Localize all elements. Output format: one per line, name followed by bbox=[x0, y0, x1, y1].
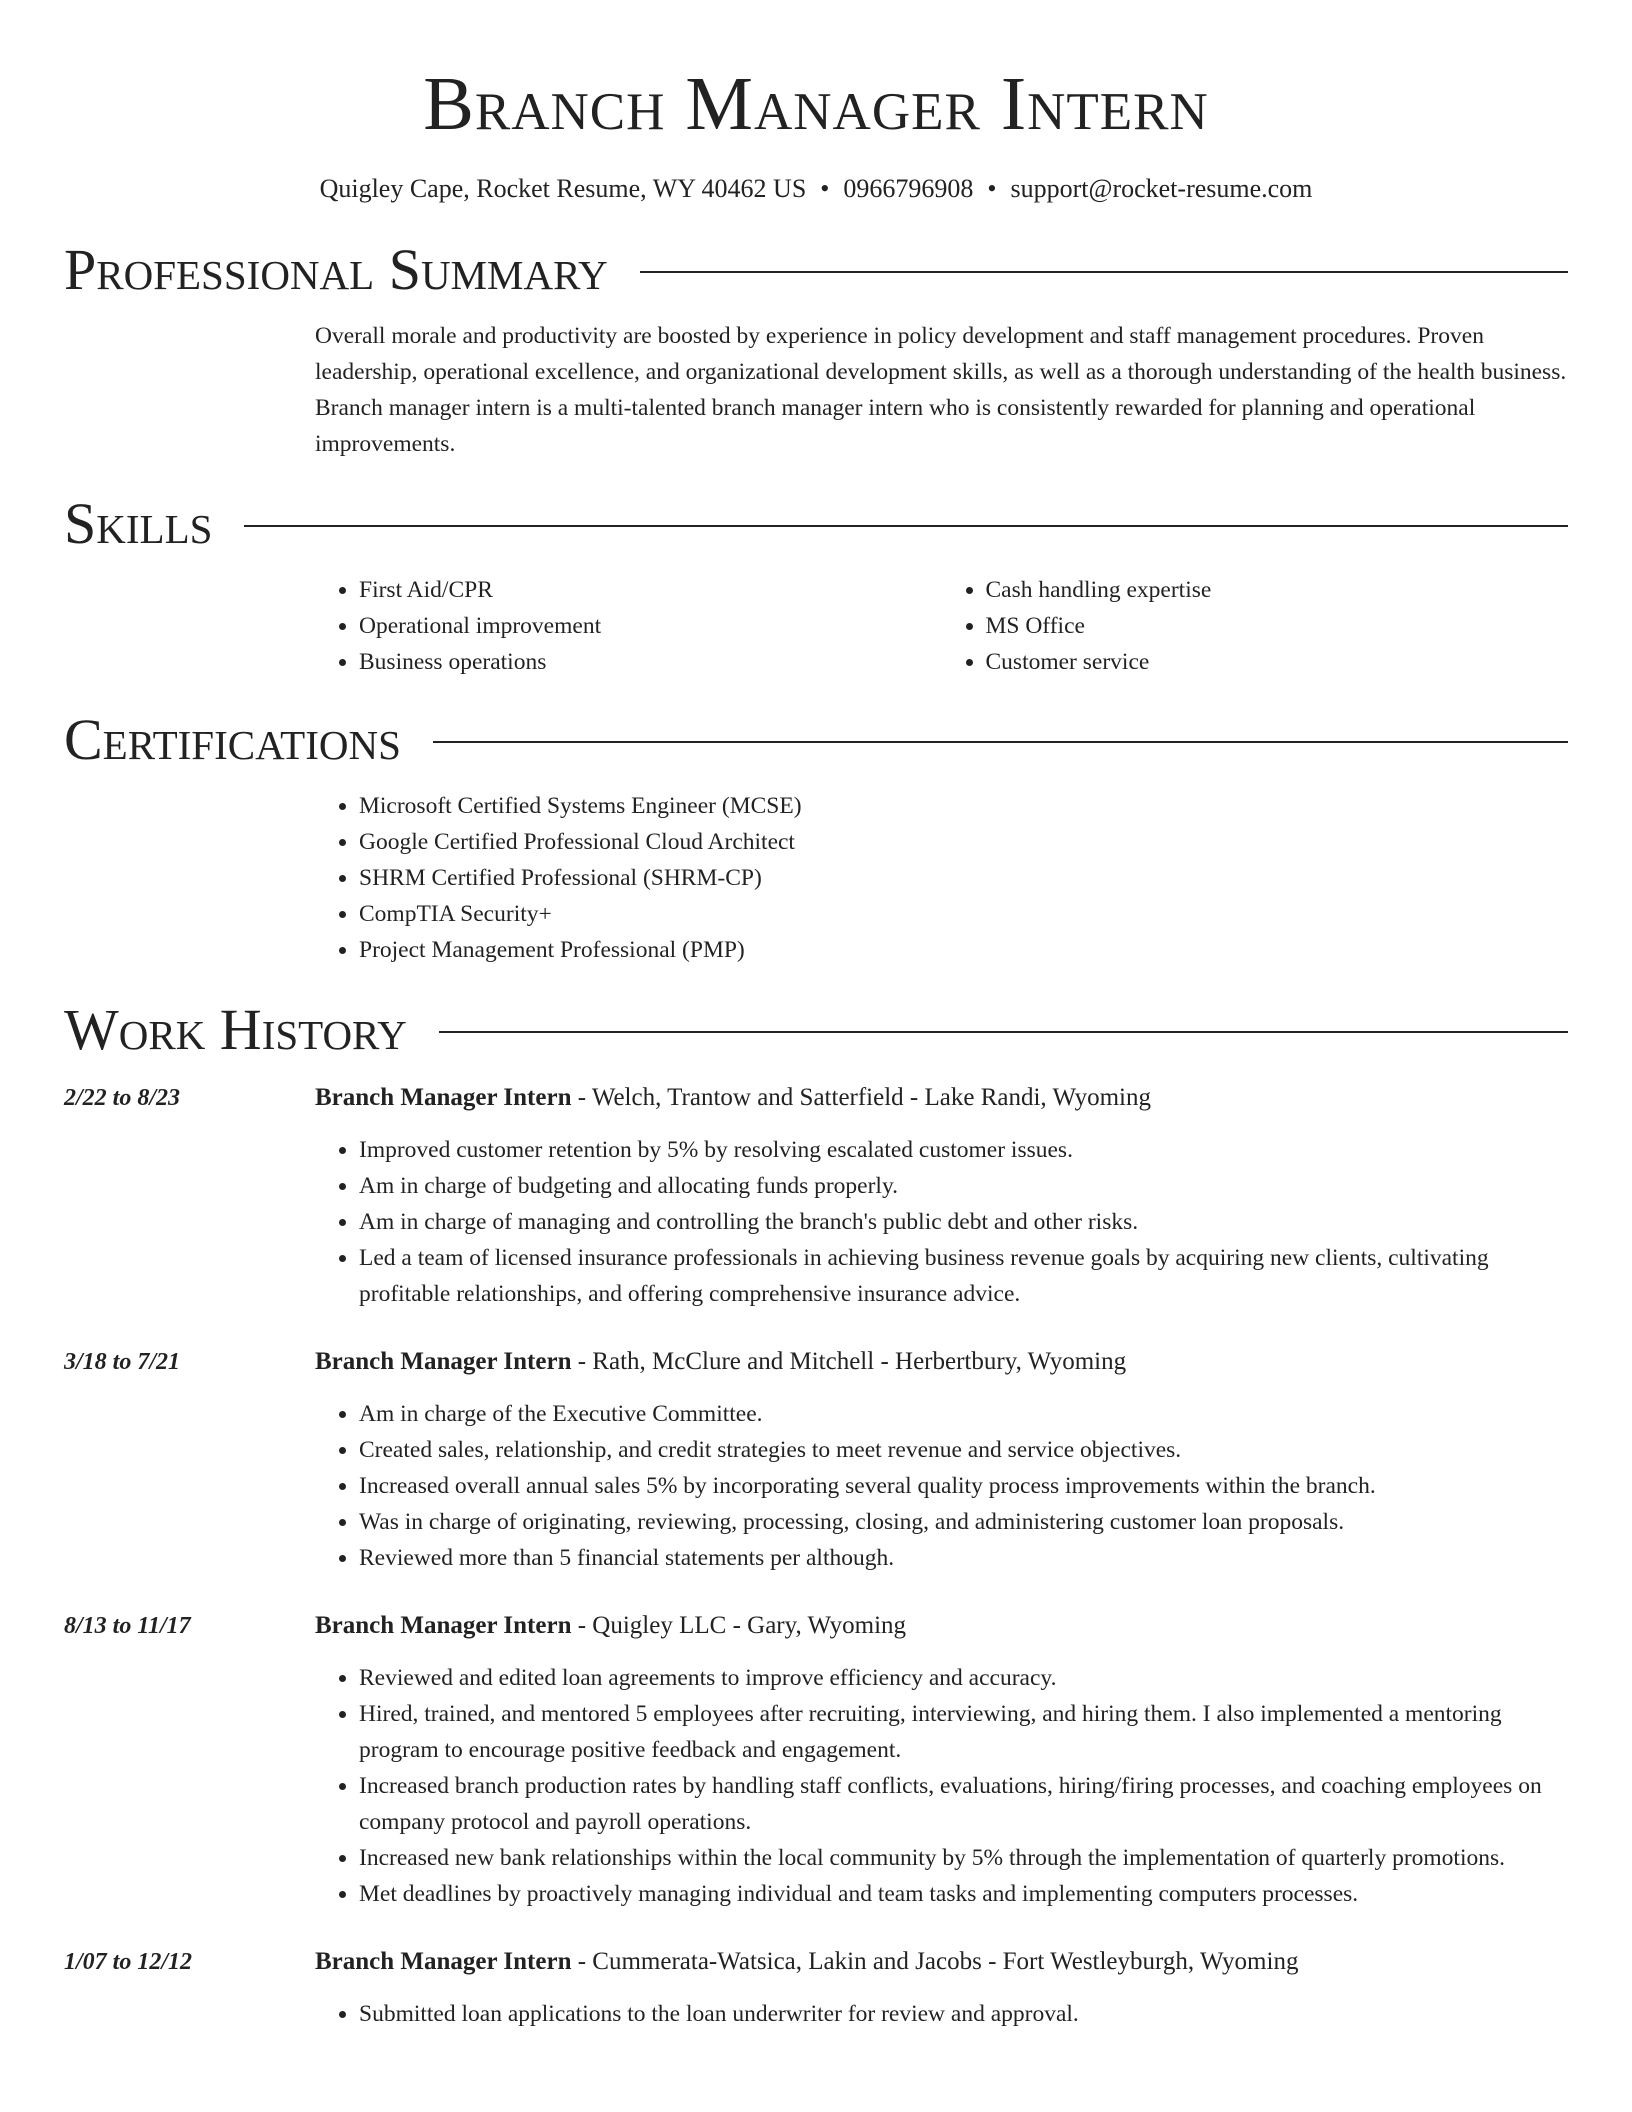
job-heading bbox=[315, 1944, 1568, 1980]
skills-list-left bbox=[315, 572, 942, 680]
job-dates: 8/13 to 11/17 bbox=[64, 1613, 191, 1639]
job-bullet: • Increased branch production rates by handling staff conflicts, evaluations, hiring/firing processes, and coaching employees on company protocol and payroll operations. bbox=[359, 1768, 1568, 1840]
job-details bbox=[315, 1608, 1568, 1912]
job-dates: 3/18 to 7/21 bbox=[64, 1349, 181, 1375]
job-details bbox=[315, 1944, 1568, 2032]
job-bullets bbox=[315, 1396, 1568, 1576]
certification-item: • Microsoft Certified Systems Engineer (MCSE) bbox=[359, 788, 1568, 824]
job-bullet: • Reviewed more than 5 financial statements per although. bbox=[359, 1540, 1568, 1576]
job-bullet: • Was in charge of originating, reviewing, processing, closing, and administering customer loan proposals. bbox=[359, 1504, 1568, 1540]
job-bullets bbox=[315, 1660, 1568, 1912]
certifications-body bbox=[315, 788, 1568, 968]
skills-body bbox=[315, 572, 1568, 680]
work-section-header bbox=[64, 996, 1568, 1064]
job-bullet: • Hired, trained, and mentored 5 employees after recruiting, interviewing, and hiring them. I also implemented a mentoring program to encourage positive feedback and engagement. bbox=[359, 1696, 1568, 1768]
job-title: Branch Manager Intern bbox=[315, 1948, 572, 1975]
job-bullet: • Reviewed and edited loan agreements to improve efficiency and accuracy. bbox=[359, 1660, 1568, 1696]
skill-item: • MS Office bbox=[986, 608, 1569, 644]
skills-section-header bbox=[64, 490, 1568, 558]
certification-item: • Project Management Professional (PMP) bbox=[359, 932, 1568, 968]
summary-body bbox=[315, 318, 1568, 462]
job-bullet: • Increased overall annual sales 5% by incorporating several quality process improvements within the branch. bbox=[359, 1468, 1568, 1504]
job-heading bbox=[315, 1608, 1568, 1644]
job-company: - Rath, McClure and Mitchell - Herbertbury, Wyoming bbox=[571, 1348, 1127, 1375]
resume-page bbox=[64, 0, 1568, 2032]
work-section-title: Work History bbox=[64, 997, 407, 1062]
skills-grid bbox=[315, 572, 1568, 680]
job-company: - Welch, Trantow and Satterfield - Lake Randi, Wyoming bbox=[571, 1084, 1151, 1111]
contact-email: support@rocket-resume.com bbox=[1010, 174, 1313, 203]
contact-phone: 0966796908 bbox=[843, 174, 974, 203]
skills-list-right bbox=[942, 572, 1569, 680]
job-bullet: • Am in charge of the Executive Committee. bbox=[359, 1396, 1568, 1432]
resume-name: Branch Manager Intern bbox=[423, 62, 1209, 146]
job-company: - Quigley LLC - Gary, Wyoming bbox=[571, 1612, 907, 1639]
certifications-section-header bbox=[64, 706, 1568, 774]
job-bullet: • Am in charge of budgeting and allocating funds properly. bbox=[359, 1168, 1568, 1204]
skill-item: • Cash handling expertise bbox=[986, 572, 1569, 608]
contact-separator: • bbox=[987, 174, 997, 203]
contact-address: Quigley Cape, Rocket Resume, WY 40462 US bbox=[319, 174, 807, 203]
job-bullet: • Improved customer retention by 5% by resolving escalated customer issues. bbox=[359, 1132, 1568, 1168]
certification-item: • CompTIA Security+ bbox=[359, 896, 1568, 932]
job-bullets bbox=[315, 1132, 1568, 1312]
summary-section-title: Professional Summary bbox=[64, 237, 608, 302]
certifications-list bbox=[315, 788, 1568, 968]
job-bullet: • Met deadlines by proactively managing individual and team tasks and implementing computers processes. bbox=[359, 1876, 1568, 1912]
skill-item: • Customer service bbox=[986, 644, 1569, 680]
job-entry bbox=[64, 1344, 1568, 1576]
job-entry bbox=[64, 1944, 1568, 2032]
section-divider bbox=[244, 525, 1568, 527]
job-dates: 1/07 to 12/12 bbox=[64, 1949, 193, 1975]
contact-line bbox=[64, 172, 1568, 206]
summary-section-header bbox=[64, 236, 1568, 304]
job-dates: 2/22 to 8/23 bbox=[64, 1085, 181, 1111]
certifications-section-title: Certifications bbox=[64, 707, 401, 772]
section-divider bbox=[439, 1031, 1568, 1033]
skills-section-title: Skills bbox=[64, 491, 213, 556]
job-bullet: • Submitted loan applications to the loan underwriter for review and approval. bbox=[359, 1996, 1568, 2032]
job-details bbox=[315, 1344, 1568, 1576]
job-heading bbox=[315, 1080, 1568, 1116]
job-bullet: • Created sales, relationship, and credit strategies to meet revenue and service objectives. bbox=[359, 1432, 1568, 1468]
job-title: Branch Manager Intern bbox=[315, 1348, 572, 1375]
section-divider bbox=[640, 271, 1568, 273]
job-bullet: • Am in charge of managing and controlling the branch's public debt and other risks. bbox=[359, 1204, 1568, 1240]
job-entry bbox=[64, 1080, 1568, 1312]
job-company: - Cummerata-Watsica, Lakin and Jacobs - Fort Westleyburgh, Wyoming bbox=[571, 1948, 1299, 1975]
job-bullet: • Led a team of licensed insurance professionals in achieving business revenue goals by acquiring new clients, cultivating profitable relationships, and offering comprehensive insurance advice. bbox=[359, 1240, 1568, 1312]
job-entry bbox=[64, 1608, 1568, 1912]
job-title: Branch Manager Intern bbox=[315, 1612, 572, 1639]
summary-text: Overall morale and productivity are boosted by experience in policy development and staff management procedures. Proven leadership, operational excellence, and organizational development skills, as well as a thorough understanding of the health business. Branch manager intern is a multi-talented branch manager intern who is consistently rewarded for planning and operational improvements. bbox=[315, 323, 1567, 457]
job-title: Branch Manager Intern bbox=[315, 1084, 572, 1111]
job-details bbox=[315, 1080, 1568, 1312]
certification-item: • Google Certified Professional Cloud Architect bbox=[359, 824, 1568, 860]
job-bullets bbox=[315, 1996, 1568, 2032]
contact-separator: • bbox=[820, 174, 830, 203]
skill-item: • Business operations bbox=[359, 644, 942, 680]
section-divider bbox=[433, 741, 1568, 743]
job-bullet: • Increased new bank relationships within the local community by 5% through the implementation of quarterly promotions. bbox=[359, 1840, 1568, 1876]
skill-item: • First Aid/CPR bbox=[359, 572, 942, 608]
job-heading bbox=[315, 1344, 1568, 1380]
certification-item: • SHRM Certified Professional (SHRM-CP) bbox=[359, 860, 1568, 896]
skill-item: • Operational improvement bbox=[359, 608, 942, 644]
